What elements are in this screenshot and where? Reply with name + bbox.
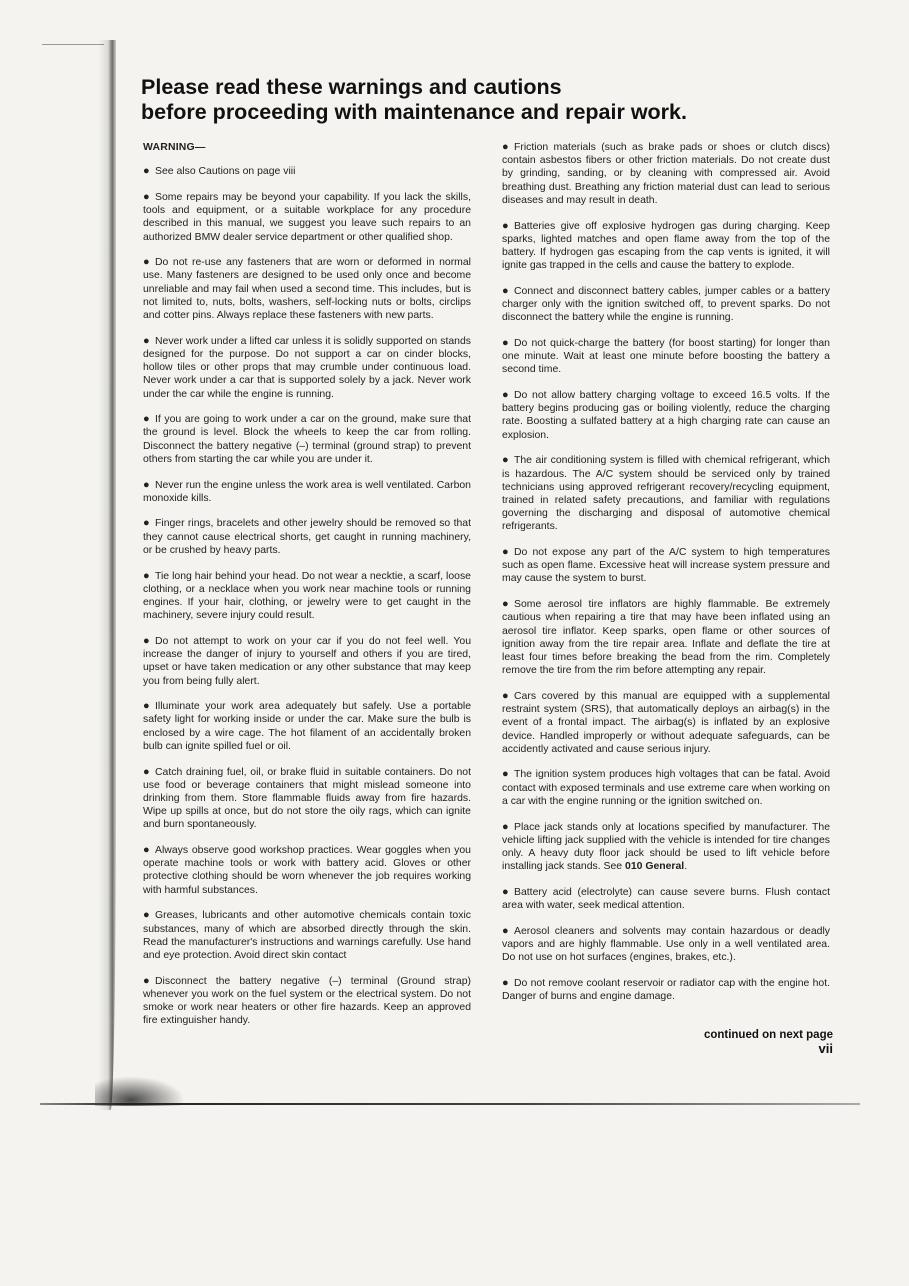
bullet-icon: [143, 636, 152, 645]
scan-bottom-edge: [40, 1098, 860, 1108]
warning-item: ●See also Cautions on page viii: [143, 165, 471, 178]
scan-edge-line: [42, 44, 104, 45]
warning-item: ●Disconnect the battery negative (–) terminal (Ground strap) whenever you work on the fuel system or the electrical system. Do not smoke or work near heaters or other fire hazards. Keep an approved fire extinguisher handy.: [143, 975, 471, 1028]
bullet-icon: [143, 910, 152, 919]
warning-item: ●Always observe good workshop practices. Wear goggles when you operate machine tools or work with battery acid. Gloves or other protective clothing should be worn whenever the job requires working with harmful substances.: [143, 844, 471, 897]
bullet-icon: [143, 192, 152, 201]
bullet-icon: [143, 845, 152, 854]
bullet-icon: [502, 455, 511, 464]
bullet-icon: [502, 599, 511, 608]
bullet-icon: [143, 767, 152, 776]
warning-item: ●Batteries give off explosive hydrogen gas during charging. Keep sparks, lighted matches and open flame away from the top of the battery. If hydrogen gas escaping from the cap vents is ignited, it will ignite gas trapped in the cells and cause the battery to explode.: [502, 220, 830, 273]
warning-item: ●Tie long hair behind your head. Do not wear a necktie, a scarf, loose clothing, or a necklace when you work near machine tools or running engines. If your hair, clothing, or jewelry were to get caught in the machinery, severe injury could result.: [143, 570, 471, 623]
warning-item: ●Never run the engine unless the work area is well ventilated. Carbon monoxide kills.: [143, 479, 471, 505]
bullet-icon: [143, 571, 152, 580]
warning-item: ●Never work under a lifted car unless it is solidly supported on stands designed for the purpose. Do not support a car on cinder blocks, hollow tiles or other props that may crumble under continuous load. Never work under a car that is supported solely by a jack. Never work under the car while the engine is running.: [143, 335, 471, 401]
bullet-icon: [143, 414, 152, 423]
bullet-icon: [502, 286, 511, 295]
left-column: [143, 141, 471, 1040]
warning-item: ●Catch draining fuel, oil, or brake fluid in suitable containers. Do not use food or beverage containers that might mislead someone into drinking from them. Store flammable fluids away from fire hazards. Wipe up spills at once, but do not store the oily rags, which can ignite and burn spontaneously.: [143, 766, 471, 832]
page-title-line-1: Please read these warnings and cautions: [141, 75, 562, 99]
bullet-icon: [502, 221, 511, 230]
bullet-icon: [143, 701, 152, 710]
warning-item: ●Do not allow battery charging voltage to exceed 16.5 volts. If the battery begins producing gas or boiling violently, reduce the charging rate. Boosting a sulfated battery at a high charging rate can cause an explosion.: [502, 389, 830, 442]
warning-item: ●If you are going to work under a car on the ground, make sure that the ground is level. Block the wheels to keep the car from rolling. Disconnect the battery negative (–) terminal (ground strap) to prevent others from starting the car while you are under it.: [143, 413, 471, 466]
warning-item: ●Aerosol cleaners and solvents may contain hazardous or deadly vapors and are highly flammable. Use only in a well ventilated area. Do not use on hot surfaces (engines, brakes, etc.).: [502, 925, 830, 965]
warning-item: ●Do not quick-charge the battery (for boost starting) for longer than one minute. Wait at least one minute before boosting the battery a second time.: [502, 337, 830, 377]
bullet-icon: [143, 336, 152, 345]
bullet-icon: [143, 976, 152, 985]
bullet-icon: [502, 887, 511, 896]
bullet-icon: [502, 691, 511, 700]
bullet-icon: [502, 390, 511, 399]
bullet-icon: [143, 518, 152, 527]
bullet-icon: [143, 257, 152, 266]
warning-item: ●Do not remove coolant reservoir or radiator cap with the engine hot. Danger of burns and engine damage.: [502, 977, 830, 1003]
page-title-line-2: before proceeding with maintenance and repair work.: [141, 100, 687, 124]
warning-item: ●Some repairs may be beyond your capability. If you lack the skills, tools and equipment, or a suitable workplace for any procedure described in this manual, we suggest you leave such repairs to an authorized BMW dealer service department or other qualified shop.: [143, 191, 471, 244]
bullet-icon: [502, 769, 511, 778]
continued-note: continued on next page: [703, 1029, 833, 1041]
section-reference: 010 General: [625, 861, 685, 873]
warning-item: ●The air conditioning system is filled with chemical refrigerant, which is hazardous. The A/C system should be serviced only by trained technicians using approved refrigerant recovery/recycling equipment, trained in related safety precautions, and familiar with regulations governing the discharging and disposal of automotive chemical refrigerants.: [502, 454, 830, 533]
warning-item: ●Do not expose any part of the A/C system to high temperatures such as open flame. Excessive heat will increase system pressure and may cause the system to burst.: [502, 546, 830, 586]
warning-item: ●Battery acid (electrolyte) can cause severe burns. Flush contact area with water, seek medical attention.: [502, 886, 830, 912]
bullet-icon: [502, 142, 511, 151]
page-footer: [680, 1028, 833, 1056]
bullet-icon: [143, 480, 152, 489]
warning-item: ●The ignition system produces high voltages that can be fatal. Avoid contact with exposed terminals and use extreme care when working on a car with the engine running or the ignition switched on.: [502, 768, 830, 808]
page-number: vii: [818, 1041, 833, 1056]
warning-item: ●Greases, lubricants and other automotive chemicals contain toxic substances, many of which are absorbed directly through the skin. Read the manufacturer's instructions and warnings carefully. Use hand and eye protection. Avoid direct skin contact: [143, 909, 471, 962]
scan-binding-shadow: [98, 40, 116, 1110]
bullet-icon: [502, 547, 511, 556]
warning-heading: WARNING—: [143, 142, 206, 153]
warning-item: ●Do not attempt to work on your car if you do not feel well. You increase the danger of injury to yourself and others if you are tired, upset or have taken medication or any other substance that may keep you from being fully alert.: [143, 635, 471, 688]
warning-item: ●Some aerosol tire inflators are highly flammable. Be extremely cautious when repairing a tire that may have been inflated using an aerosol tire inflator. Keep sparks, open flame or other sources of ignition away from the tire repair area. Inflate and deflate the tire at least four times before breaking the bead from the rim. Completely remove the tire from the rim before attempting any repair.: [502, 598, 830, 677]
warning-item: ●Place jack stands only at locations specified by manufacturer. The vehicle lifting jack supplied with the vehicle is intended for tire changes only. A heavy duty floor jack should be used to lift vehicle before installing jack stands. See 010 General.: [502, 821, 830, 874]
warning-item: ●Cars covered by this manual are equipped with a supplemental restraint system (SRS), that automatically deploys an airbag(s) in the event of a frontal impact. The airbag(s) is inflated by an explosive device. Handled improperly or without adequate safeguards, can be accidently activated and cause serious injury.: [502, 690, 830, 756]
bullet-icon: [502, 822, 511, 831]
warning-item: ●Do not re-use any fasteners that are worn or deformed in normal use. Many fasteners are designed to be used only once and become unreliable and may fail when used a second time. This includes, but is not limited to, nuts, bolts, washers, self-locking nuts or bolts, circlips and cotter pins. Always replace these fasteners with new parts.: [143, 256, 471, 322]
bullet-icon: [143, 166, 152, 175]
bullet-icon: [502, 338, 511, 347]
page-title: [141, 75, 781, 125]
warning-item: ●Friction materials (such as brake pads or shoes or clutch discs) contain asbestos fibers or other friction materials. Do not create dust by grinding, sanding, or by cleaning with compressed air. Avoid breathing dust. Breathing any friction material dust can lead to serious diseases and may result in death.: [502, 141, 830, 207]
bullet-icon: [502, 926, 511, 935]
right-column: [502, 141, 830, 1016]
warning-item: ●Illuminate your work area adequately but safely. Use a portable safety light for working inside or under the car. Make sure the bulb is enclosed by a wire cage. The hot filament of an accidentally broken bulb can ignite spilled fuel or oil.: [143, 700, 471, 753]
bullet-icon: [502, 978, 511, 987]
warning-item: ●Connect and disconnect battery cables, jumper cables or a battery charger only with the ignition switched off, to prevent sparks. Do not disconnect the battery while the engine is running.: [502, 285, 830, 325]
warning-item: ●Finger rings, bracelets and other jewelry should be removed so that they cannot cause electrical shorts, get caught in running machinery, or be crushed by heavy parts.: [143, 517, 471, 557]
